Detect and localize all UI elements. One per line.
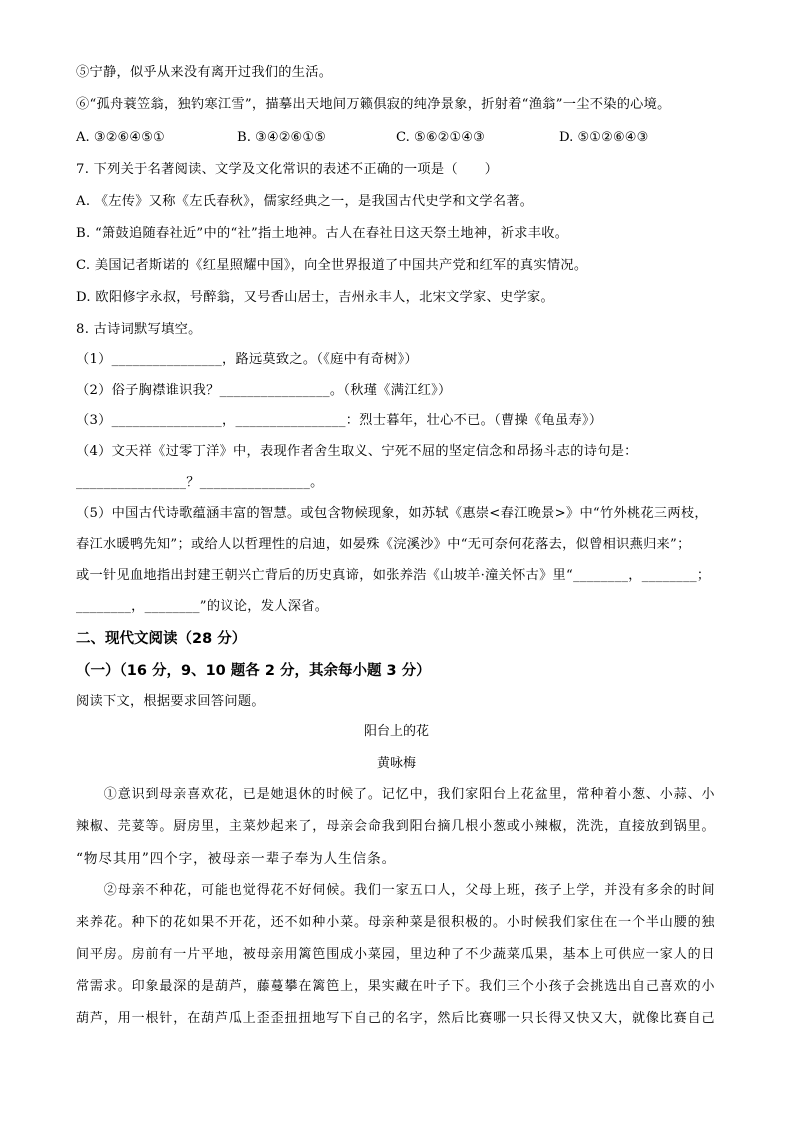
option-d: D. ⑤①②⑥④③ [559, 130, 649, 145]
sentence-6: ⑥“孤舟蓑笠翁，独钓寒江雪”，描摹出天地间万籁俱寂的纯净景象，折射着“渔翁”一尘不染的心境。 [76, 97, 671, 112]
question-8: 8. 古诗词默写填空。 [76, 322, 202, 337]
q8-item-2: （2）俗子胸襟谁识我？________________。（秋瑾《满江红》） [76, 383, 452, 398]
article-title: 阳台上的花 [363, 724, 429, 739]
section-heading: 二、现代文阅读（28 分） [76, 631, 247, 647]
paragraph-1-line-1: ①意识到母亲喜欢花，已是她退休的时候了。记忆中，我们家阳台上花盆里，常种着小葱、小蒜、小 [76, 787, 716, 802]
paragraph-1-line-2: 辣椒、芫荽等。厨房里，主菜炒起来了，母亲会命我到阳台摘几根小葱或小辣椒，洗洗，直接放到锅里。 [76, 819, 716, 834]
q8-item-5-line-1: （5）中国古代诗歌蕴涵丰富的智慧。或包含物候现象，如苏轼《惠崇<春江晚景>》中“竹外桃花三两枝， [76, 506, 708, 521]
article-author: 黄咏梅 [376, 756, 416, 771]
q7-option-c: C. 美国记者斯诺的《红星照耀中国》，向全世界报道了中国共产党和红军的真实情况。 [76, 258, 588, 273]
q8-item-5-line-2: 春江水暖鸭先知”；或给人以哲理性的启迪，如晏殊《浣溪沙》中“无可奈何花落去，似曾相识燕归来”； [76, 537, 691, 552]
paragraph-2-line-1: ②母亲不种花，可能也觉得花不好伺候。我们一家五口人，父母上班，孩子上学，并没有多余的时间 [76, 883, 716, 898]
q7-option-b: B. “箫鼓追随春社近”中的“社”指土地神。古人在春社日这天祭土地神，祈求丰收。 [76, 226, 569, 241]
q8-item-4: （4）文天祥《过零丁洋》中，表现作者舍生取义、宁死不屈的坚定信念和昂扬斗志的诗句是： [76, 444, 638, 459]
option-a: A. ③②⑥④⑤① [76, 130, 165, 145]
paragraph-2-line-2: 来养花。种下的花如果不开花，还不如种小菜。母亲种菜是很积极的。小时候我们家住在一个半山腰的独 [76, 915, 716, 930]
sentence-5: ⑤宁静，似乎从来没有离开过我们的生活。 [76, 65, 333, 80]
reading-instruction: 阅读下文，根据要求回答问题。 [76, 694, 265, 709]
subsection-heading: （一）（16 分，9、10 题各 2 分，其余每小题 3 分） [76, 663, 431, 679]
q8-item-5-line-3: 或一针见血地指出封建王朝兴亡背后的历史真谛，如张养浩《山坡羊·潼关怀古》里“________，________； [76, 568, 711, 583]
q8-item-3: （3）________________，________________：烈士暮年，壮心不已。（曹操《龟虽寿》） [76, 413, 603, 428]
paragraph-2-line-4: 常需求。印象最深的是葫芦，藤蔓攀在篱笆上，果实藏在叶子下。我们三个小孩子会挑选出自己喜欢的小 [76, 979, 716, 994]
q8-item-1: （1）________________，路远莫致之。（《庭中有奇树》） [76, 352, 418, 367]
paragraph-2-line-3: 间平房。房前有一片平地，被母亲用篱笆围成小菜园，里边种了不少蔬菜瓜果，基本上可供应一家人的日 [76, 947, 716, 962]
q8-item-4-blanks: ________________？________________。 [76, 475, 324, 490]
paragraph-2-line-5: 葫芦，用一根针，在葫芦瓜上歪歪扭扭地写下自己的名字，然后比赛哪一只长得又快又大，就像比赛自己 [76, 1011, 716, 1026]
option-c: C. ⑤⑥②①④③ [396, 130, 485, 145]
option-b: B. ③④②⑥①⑤ [237, 130, 327, 145]
question-7: 7. 下列关于名著阅读、文学及文化常识的表述不正确的一项是（ ） [76, 162, 499, 177]
q7-option-a: A. 《左传》又称《左氏春秋》，儒家经典之一，是我国古代史学和文学名著。 [76, 194, 534, 209]
q8-item-5-line-4: ________，________”的议论，发人深省。 [76, 599, 329, 614]
q7-option-d: D. 欧阳修字永叔，号醉翁，又号香山居士，吉州永丰人，北宋文学家、史学家。 [76, 290, 554, 305]
paragraph-1-line-3: “物尽其用”四个字，被母亲一辈子奉为人生信条。 [76, 851, 397, 867]
